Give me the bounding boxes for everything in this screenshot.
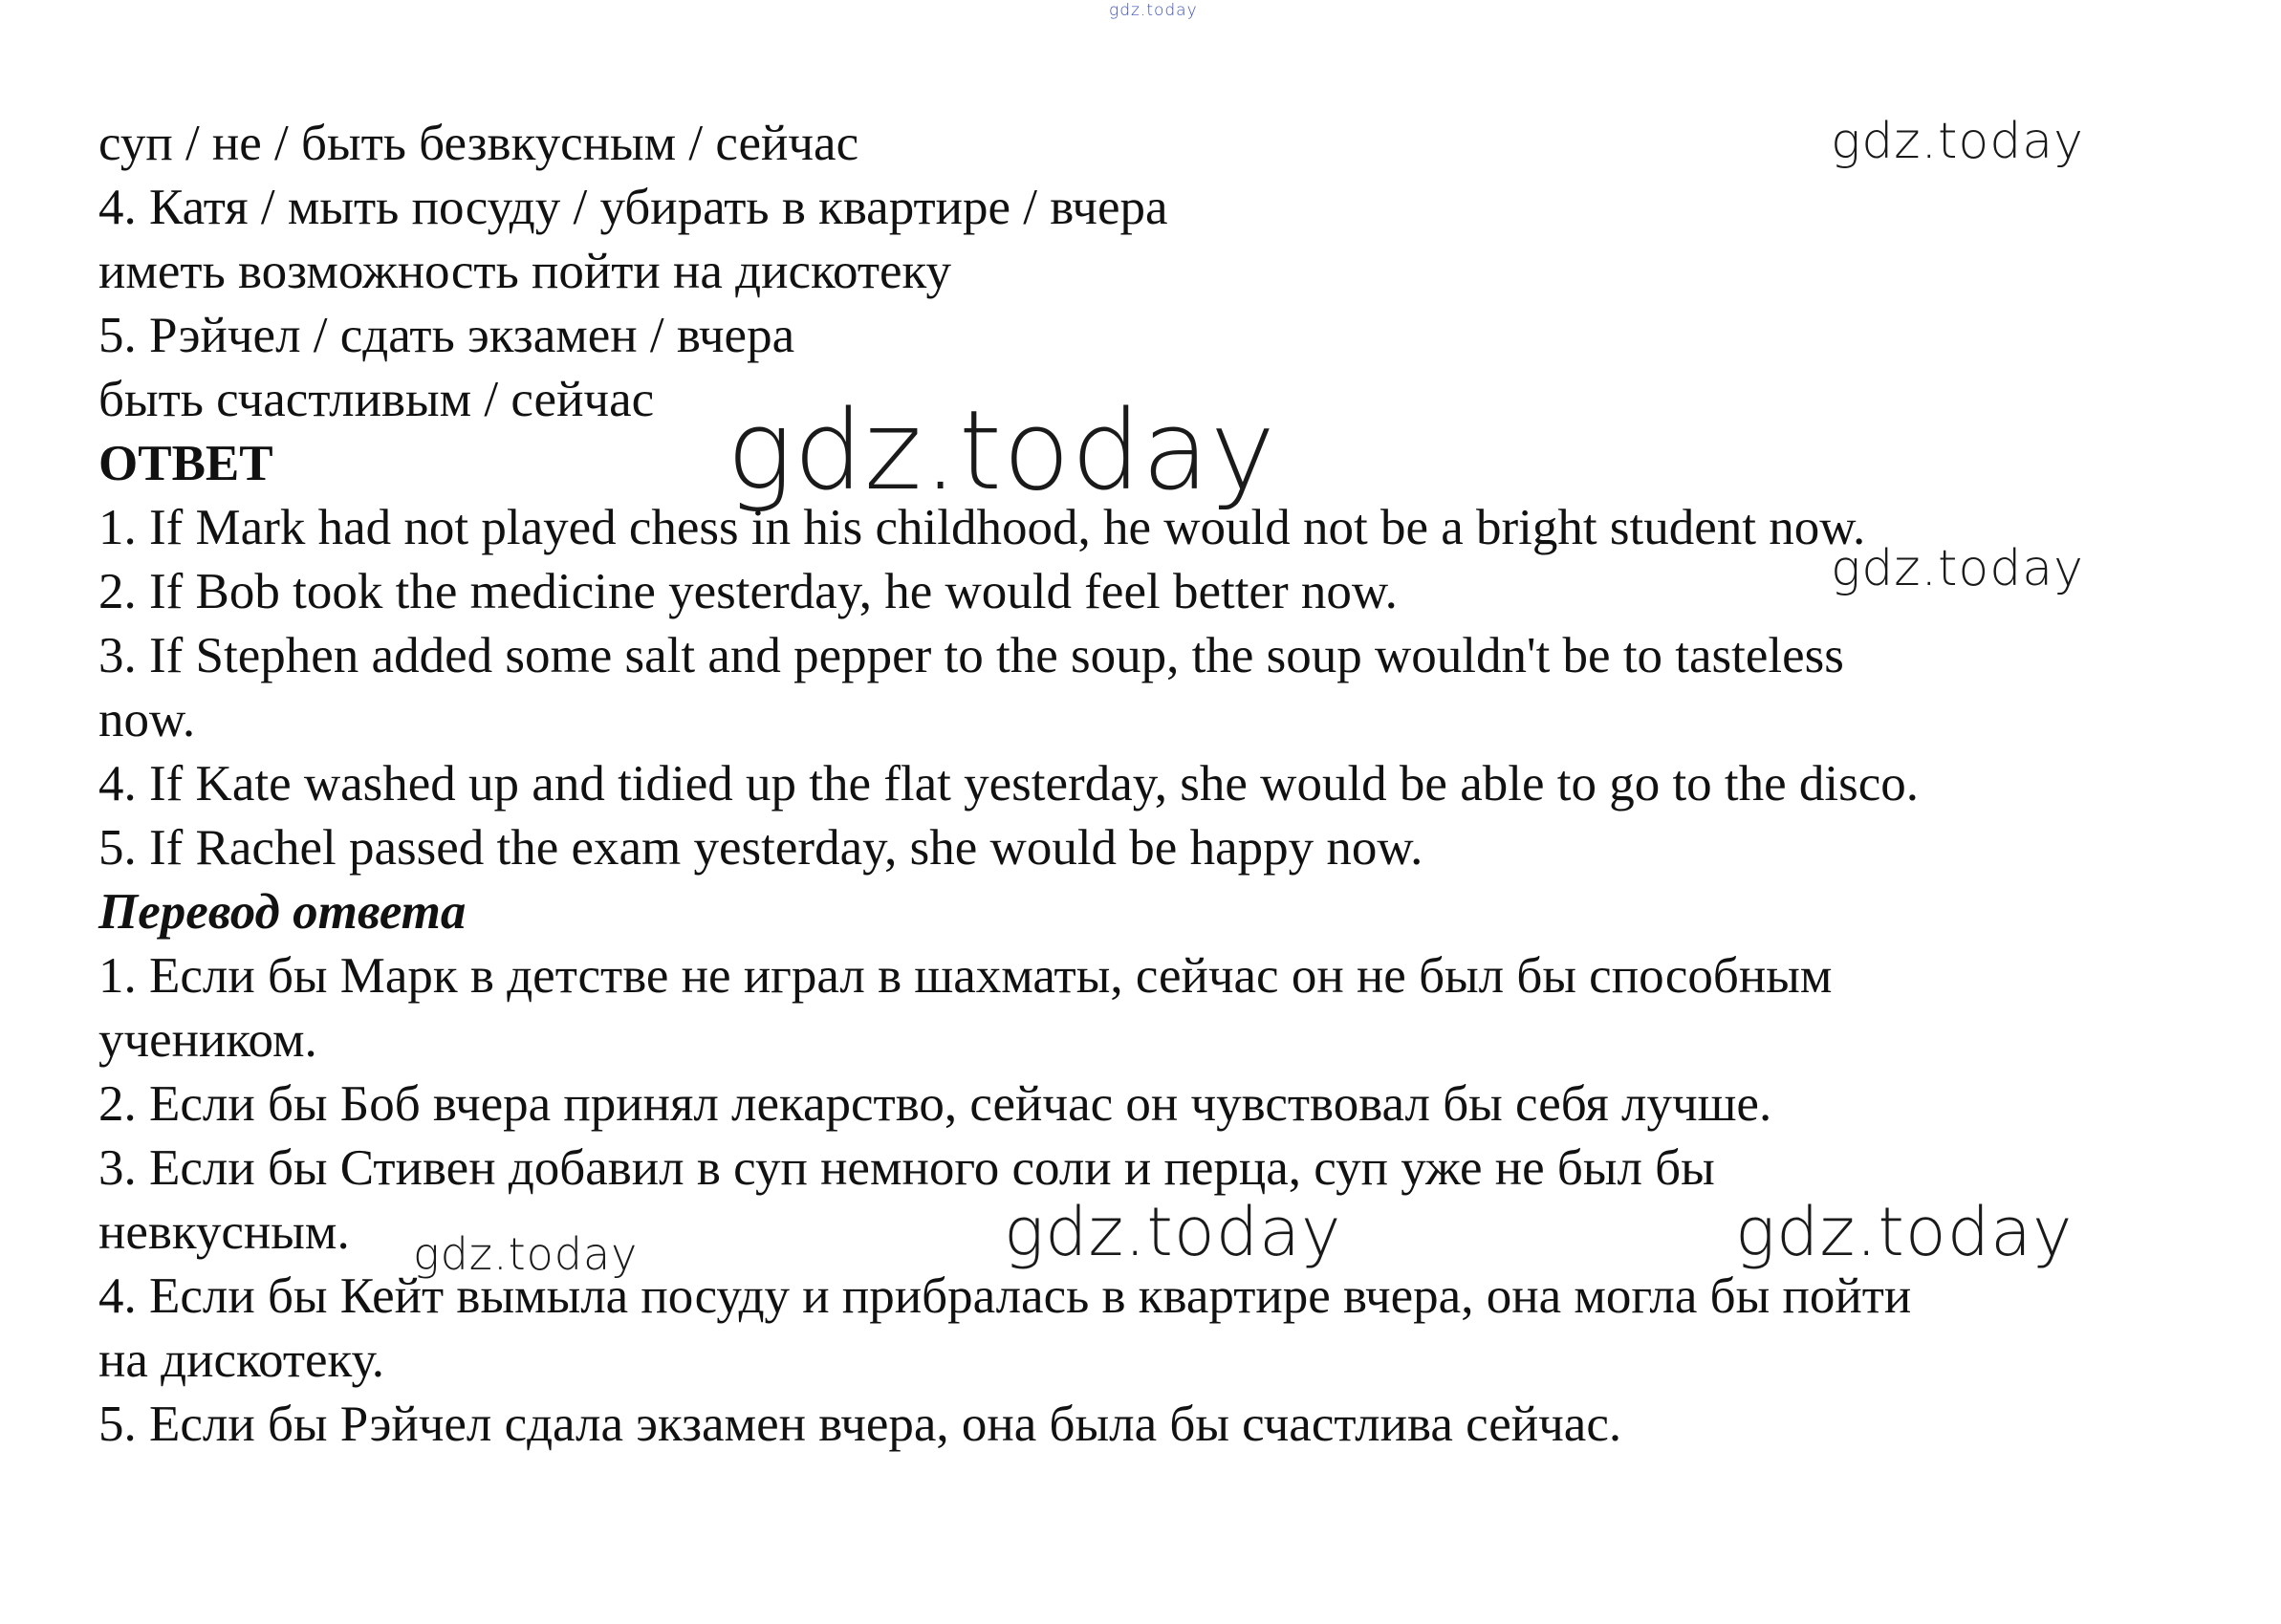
translation-line: 5. Если бы Рэйчел сдала экзамен вчера, она была бы счастлива сейчас. xyxy=(98,1397,1622,1452)
translation-line: 3. Если бы Стивен добавил в суп немного соли и перца, суп уже не был бы xyxy=(98,1140,1715,1196)
translation-line: на дискотеку. xyxy=(98,1332,384,1388)
answer-line: 3. If Stephen added some salt and pepper to the soup, the soup wouldn't be to tasteless xyxy=(98,628,1844,683)
watermark-large: gdz.today xyxy=(727,387,1276,515)
watermark-4: gdz.today xyxy=(1004,1193,1342,1271)
answer-line: 5. If Rachel passed the exam yesterday, she would be happy now. xyxy=(98,820,1423,876)
answer-heading: ОТВЕТ xyxy=(98,436,273,491)
task-line: суп / не / быть безвкусным / сейчас xyxy=(98,116,859,171)
task-line: 4. Катя / мыть посуду / убирать в квартире / вчера xyxy=(98,180,1168,235)
watermark-3: gdz.today xyxy=(413,1228,639,1280)
watermark-2: gdz.today xyxy=(1831,540,2084,597)
watermark-5: gdz.today xyxy=(1735,1193,2074,1271)
translation-line: 2. Если бы Боб вчера принял лекарство, сейчас он чувствовал бы себя лучше. xyxy=(98,1076,1772,1132)
watermark-top: gdz.today xyxy=(1109,1,1198,20)
answer-line: 2. If Bob took the medicine yesterday, he would feel better now. xyxy=(98,564,1398,619)
task-line: быть счастливым / сейчас xyxy=(98,372,655,427)
answer-line: 4. If Kate washed up and tidied up the flat yesterday, she would be able to go to the disco. xyxy=(98,756,1920,812)
translation-line: невкусным. xyxy=(98,1204,350,1260)
translation-line: учеником. xyxy=(98,1012,317,1068)
answer-line: 1. If Mark had not played chess in his childhood, he would not be a bright student now. xyxy=(98,500,1866,555)
translation-line: 1. Если бы Марк в детстве не играл в шахматы, сейчас он не был бы способным xyxy=(98,948,1833,1004)
translation-heading: Перевод ответа xyxy=(98,884,467,940)
answer-line: now. xyxy=(98,692,196,747)
translation-line: 4. Если бы Кейт вымыла посуду и прибралась в квартире вчера, она могла бы пойти xyxy=(98,1268,1912,1324)
task-line: иметь возможность пойти на дискотеку xyxy=(98,244,952,299)
watermark-1: gdz.today xyxy=(1831,113,2084,170)
task-line: 5. Рэйчел / сдать экзамен / вчера xyxy=(98,308,795,363)
